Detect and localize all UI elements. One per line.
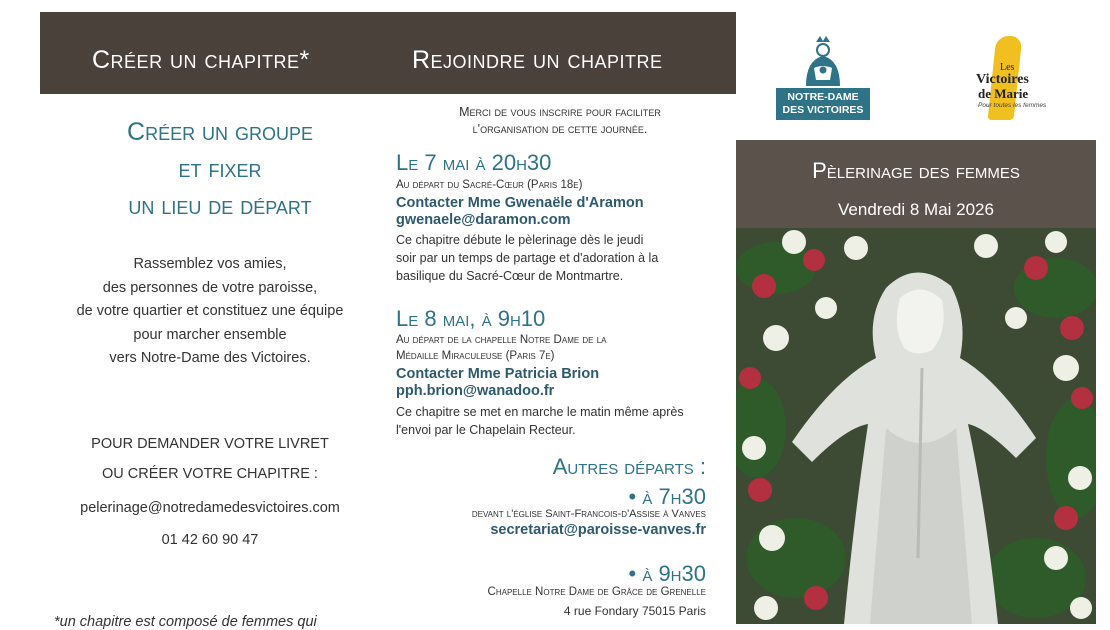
logo-line: NOTRE-DAME (787, 91, 859, 103)
chapter2-date: Le 8 mai, à 9h10 (396, 306, 546, 331)
other2-address: 4 rue Fondary 75015 Paris (563, 604, 706, 618)
join-chapter-title: Rejoindre un chapitre (412, 46, 663, 74)
desc-line: basilique du Sacré-Cœur de Montmartre. (396, 269, 624, 283)
create-chapter-title: Créer un chapitre* (92, 46, 310, 74)
logo-line: de Marie (978, 86, 1029, 101)
intro-line: l'organisation de cette journée. (472, 122, 648, 136)
madonna-photo (736, 228, 1096, 624)
desc-line: Ce chapitre se met en marche le matin même après (396, 405, 684, 419)
chapter1-date: Le 7 mai à 20h30 (396, 150, 552, 175)
logo-tagline: Pour toutes les femmes (978, 102, 1047, 109)
logo-label (776, 88, 870, 120)
madonna-crown-icon (776, 36, 870, 90)
chapter2-email[interactable]: pph.brion@wanadoo.fr (396, 383, 555, 399)
chapter2-place-line2: Médaille Miraculeuse (Paris 7e) (396, 350, 555, 362)
intro-text (400, 104, 720, 138)
intro-line: Merci de vous inscrire pour faciliter (459, 105, 661, 119)
other1-time: • à 7h30 (628, 484, 706, 509)
panel-date: Vendredi 8 Mai 2026 (838, 200, 994, 219)
chapter1-description (396, 231, 714, 285)
body-line: vers Notre-Dame des Victoires. (109, 350, 311, 366)
body-line: des personnes de votre paroisse, (102, 279, 318, 296)
request-line-2: OU CRÉER VOTRE CHAPITRE : (102, 466, 318, 482)
logo-line: Victoires (976, 72, 1029, 87)
other2-place: Chapelle Notre Dame de Grâce de Grenelle (487, 586, 706, 598)
chapter2-place-line1: Au départ de la chapelle Notre Dame de la (396, 334, 607, 346)
left-heading-line: Créer un groupe (127, 118, 313, 146)
desc-line: soir par un temps de partage et d'adoration à la (396, 251, 659, 265)
chapter2-description (396, 403, 714, 439)
left-body-text (40, 253, 380, 371)
body-line: de votre quartier et constituez une équipe (76, 303, 344, 319)
left-heading-line: et fixer (178, 155, 262, 183)
other-departures-title: Autres départs : (552, 454, 706, 479)
other1-place: devant l'église Saint-Francois-d'Assise à Vanves (471, 508, 706, 520)
notre-dame-logo (776, 36, 870, 122)
chapter2-contact: Contacter Mme Patricia Brion (396, 366, 600, 382)
panel-title: Pèlerinage des femmes (812, 158, 1020, 183)
desc-line: Ce chapitre débute le pèlerinage dès le jeudi (396, 233, 644, 247)
left-heading-line: un lieu de départ (128, 192, 312, 220)
logo-line: DES VICTOIRES (782, 104, 864, 116)
body-line: Rassemblez vos amies, (133, 256, 287, 272)
logo-line: Les (1000, 62, 1015, 73)
footnote: *un chapitre est composé de femmes qui (54, 614, 317, 630)
desc-line: l'envoi par le Chapelain Recteur. (396, 423, 576, 437)
victoires-de-marie-logo (970, 36, 1050, 128)
request-line-1: POUR DEMANDER VOTRE LIVRET (91, 436, 329, 452)
chapter1-contact: Contacter Mme Gwenaële d'Aramon (396, 195, 644, 211)
contact-email[interactable]: pelerinage@notredamedesvictoires.com (80, 500, 340, 516)
other1-email[interactable]: secretariat@paroisse-vanves.fr (490, 522, 706, 538)
other2-time: • à 9h30 (628, 561, 706, 586)
left-heading (70, 114, 370, 225)
chapter1-place: Au départ du Sacré-Cœur (Paris 18e) (396, 179, 583, 191)
contact-phone: 01 42 60 90 47 (161, 532, 259, 548)
chapter1-email[interactable]: gwenaele@daramon.com (396, 212, 571, 228)
body-line: pour marcher ensemble (133, 326, 287, 343)
